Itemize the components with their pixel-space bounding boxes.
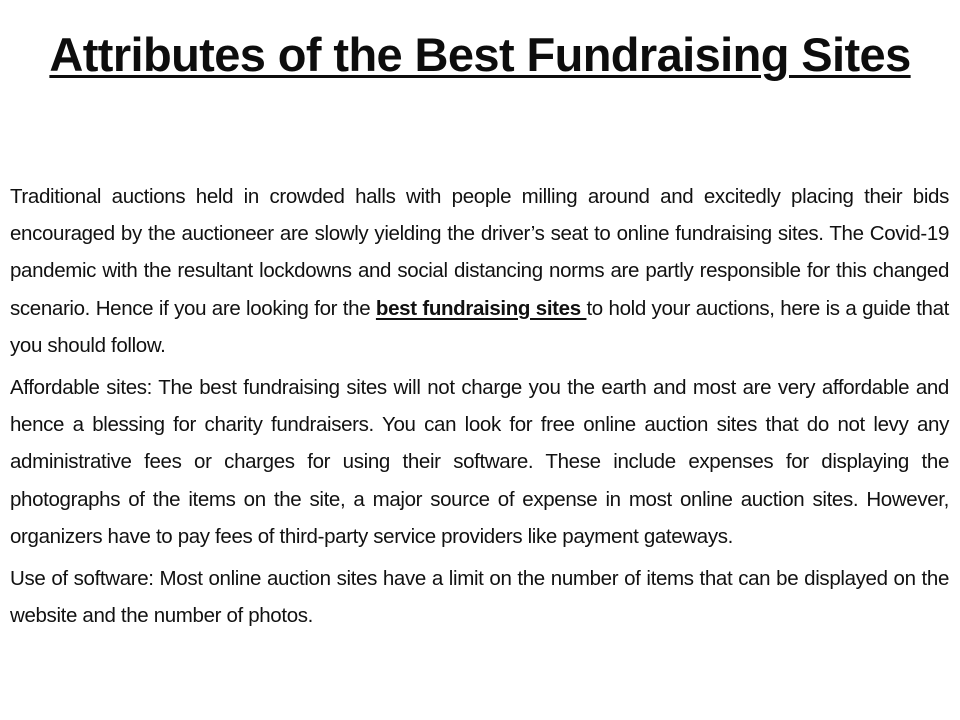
body-text <box>10 178 949 639</box>
paragraph-intro <box>10 178 949 364</box>
page-title: Attributes of the Best Fundraising Sites <box>49 28 911 81</box>
paragraph-intro-text-after: to hold your auctions, here is a guide that you should follow. <box>10 296 949 357</box>
paragraph-use-of-software: Use of software: Most online auction sites have a limit on the number of items that can be displayed on the website and the number of photos. <box>10 567 949 628</box>
paragraph-affordable-sites: Affordable sites: The best fundraising sites will not charge you the earth and most are very affordable and hence a blessing for charity fundraisers. You can look for free online auction sites that do not levy any administrative fees or charges for using their software. These include expenses for displaying the photographs of the items on the site, a major source of expense in most online auction sites. However, organizers have to pay fees of third-party service providers like payment gateways. <box>10 376 949 548</box>
paragraph-intro-text-before: Traditional auctions held in crowded halls with people milling around and excitedly placing their bids encouraged by the auctioneer are slowly yielding the driver’s seat to online fundraising sites. The Covid-19 pandemic with the resultant lockdowns and social distancing norms are partly responsible for this changed scenario. Hence if you are looking for the <box>10 185 949 320</box>
best-fundraising-sites-link[interactable]: best fundraising sites <box>375 296 587 320</box>
